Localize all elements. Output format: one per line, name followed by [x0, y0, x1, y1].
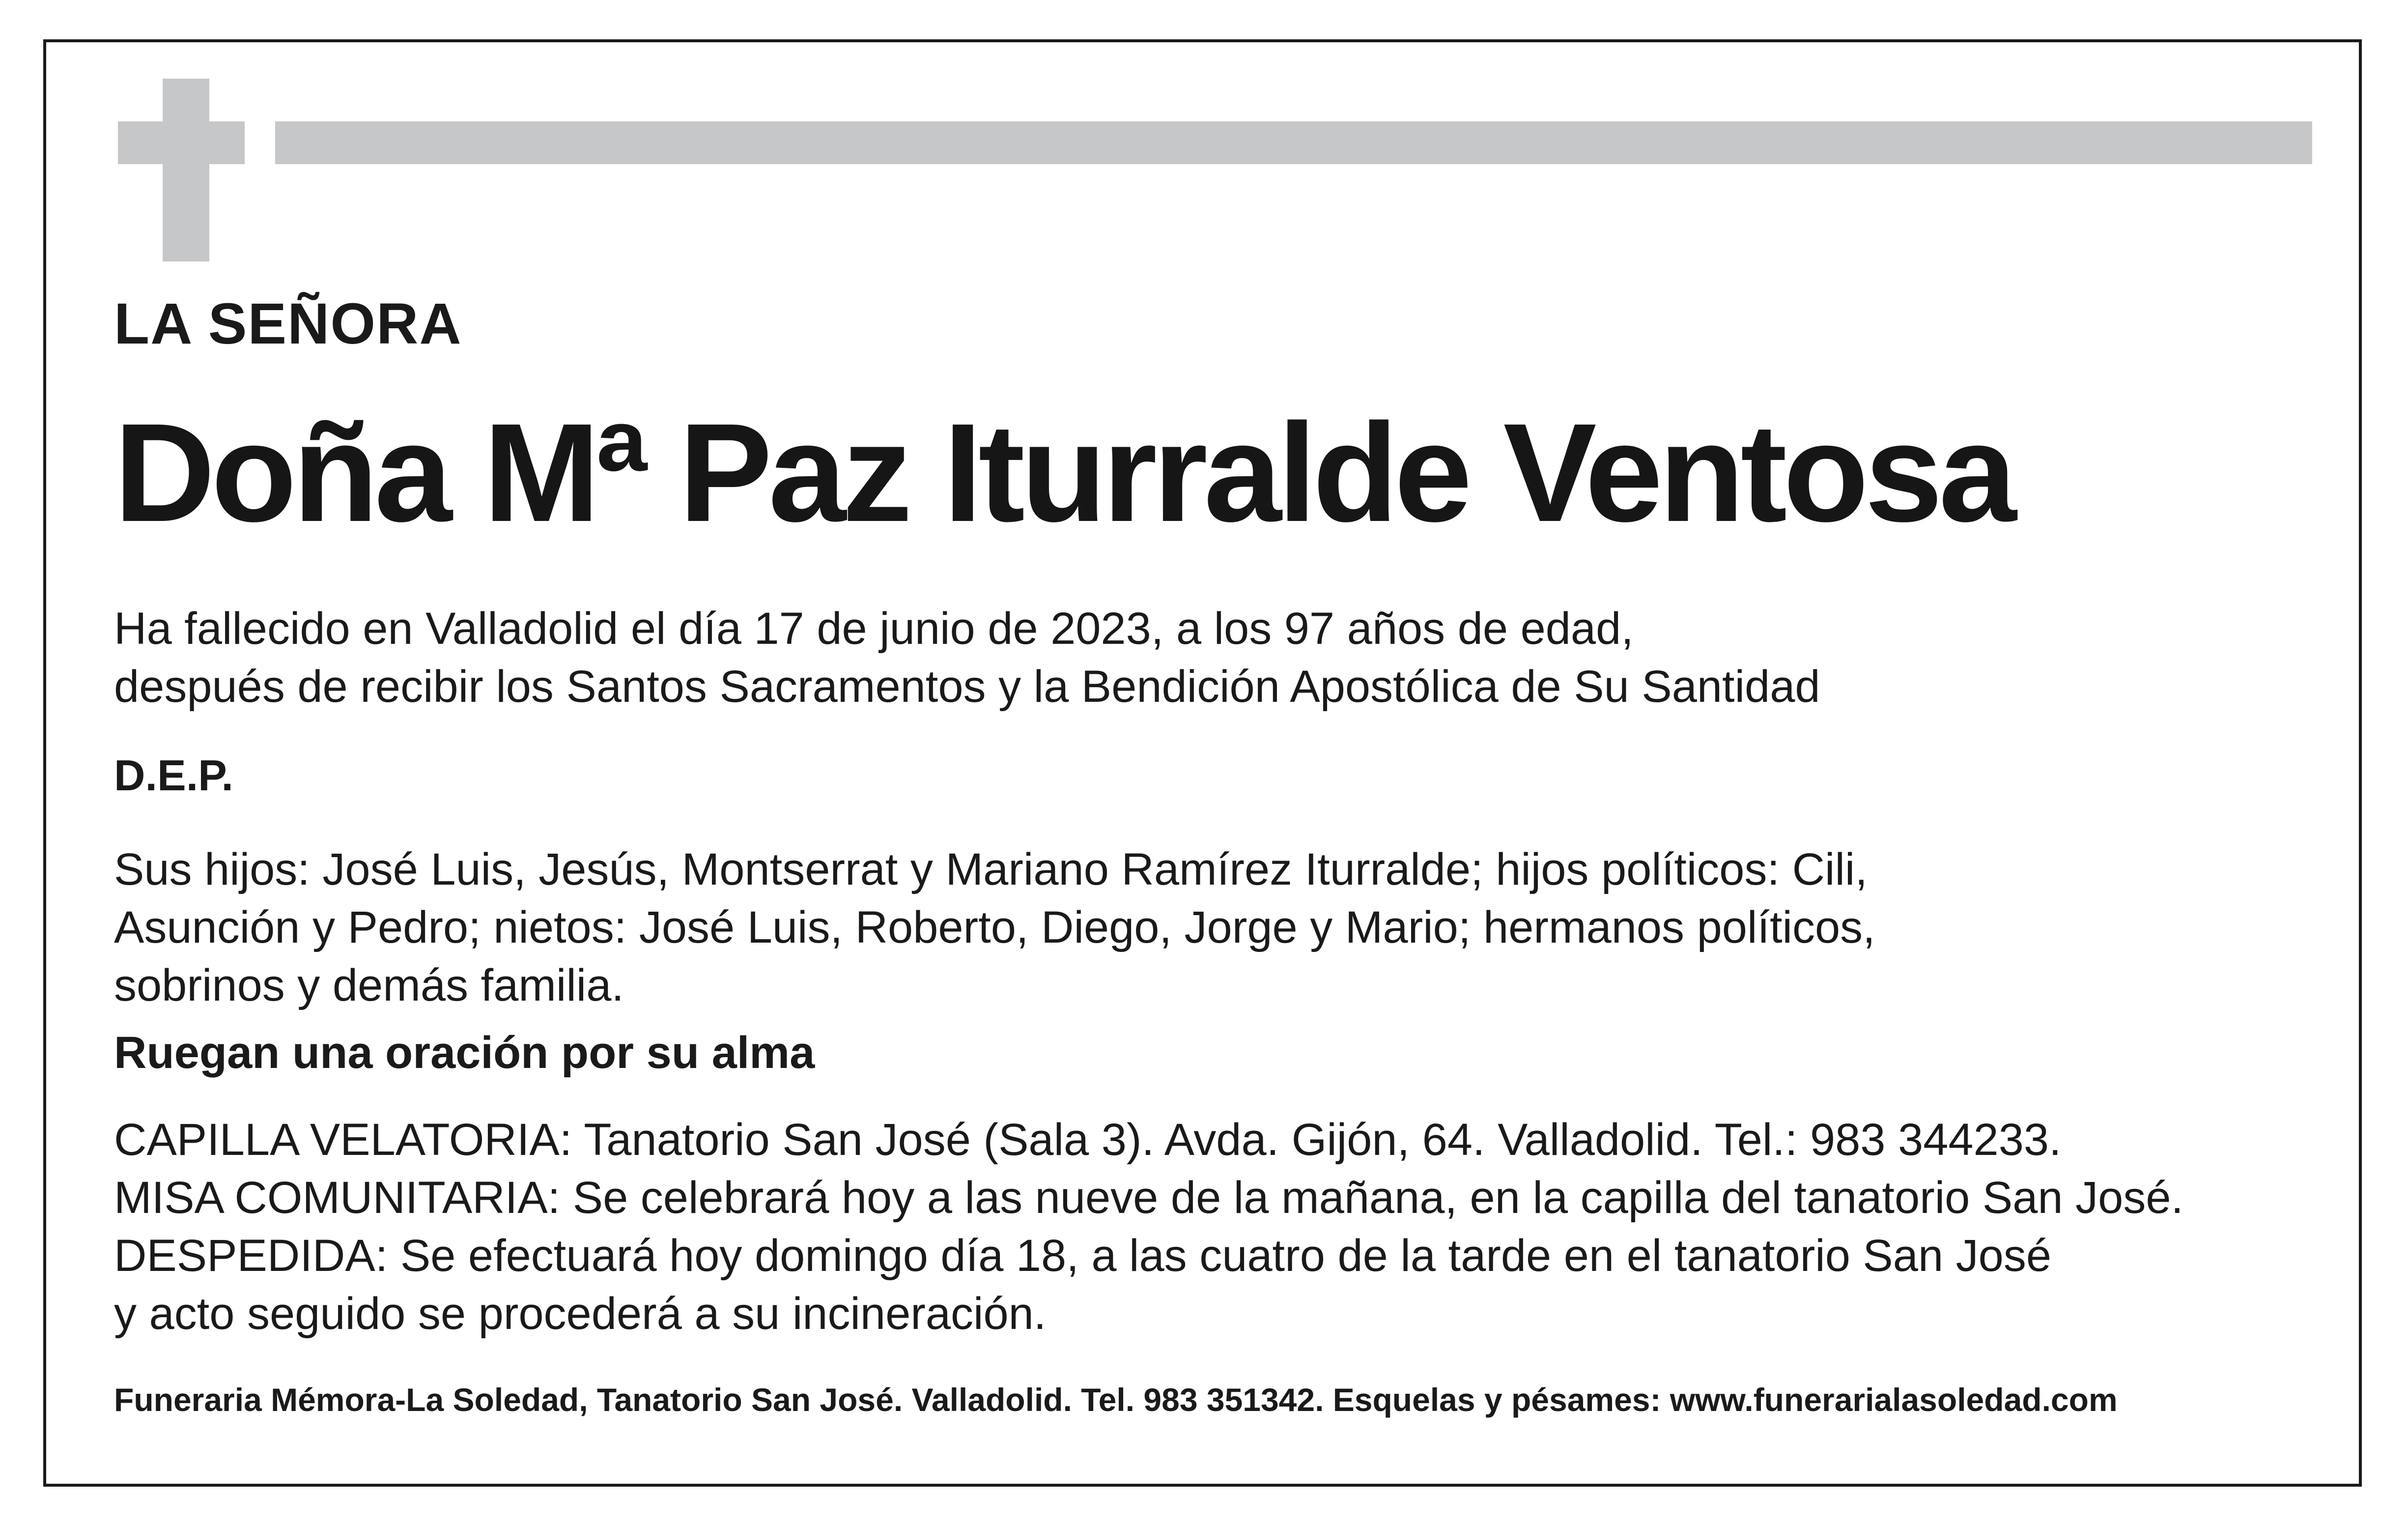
- death-notice-line: después de recibir los Santos Sacramentos y la Bendición Apostólica de Su Santidad: [114, 662, 1820, 712]
- ceremony-line: CAPILLA VELATORIA: Tanatorio San José (Sala 3). Avda. Gijón, 64. Valladolid. Tel.: 983 344233.: [114, 1115, 2062, 1165]
- cross-icon: [163, 79, 209, 261]
- family-line: Asunción y Pedro; nietos: José Luis, Roberto, Diego, Jorge y Mario; hermanos políticos,: [114, 902, 1875, 952]
- ceremony-details: [114, 1111, 2183, 1343]
- dep-label: D.E.P.: [114, 751, 233, 800]
- family-list: [114, 840, 1875, 1014]
- family-line: sobrinos y demás familia.: [114, 960, 624, 1010]
- header-bar: [275, 121, 2312, 164]
- family-line: Sus hijos: José Luis, Jesús, Montserrat y Mariano Ramírez Iturralde; hijos políticos: Cili,: [114, 844, 1868, 894]
- cross-icon-arm: [118, 121, 245, 164]
- honorific: LA SEÑORA: [114, 291, 462, 356]
- funeral-home-footer: Funeraria Mémora-La Soledad, Tanatorio San José. Valladolid. Tel. 983 351342. Esquelas y pésames: www.funerarialasoledad.com: [114, 1382, 2118, 1418]
- death-notice: [114, 600, 1820, 716]
- ceremony-line: DESPEDIDA: Se efectuará hoy domingo día 18, a las cuatro de la tarde en el tanatorio San José: [114, 1231, 2052, 1281]
- ceremony-line: y acto seguido se procederá a su incineración.: [114, 1289, 1047, 1339]
- ceremony-line: MISA COMUNITARIA: Se celebrará hoy a las nueve de la mañana, en la capilla del tanatorio San José.: [114, 1173, 2184, 1223]
- prayer-request: Ruegan una oración por su alma: [114, 1028, 815, 1078]
- death-notice-line: Ha fallecido en Valladolid el día 17 de junio de 2023, a los 97 años de edad,: [114, 604, 1634, 654]
- deceased-name: Doña Mª Paz Iturralde Ventosa: [114, 395, 2013, 551]
